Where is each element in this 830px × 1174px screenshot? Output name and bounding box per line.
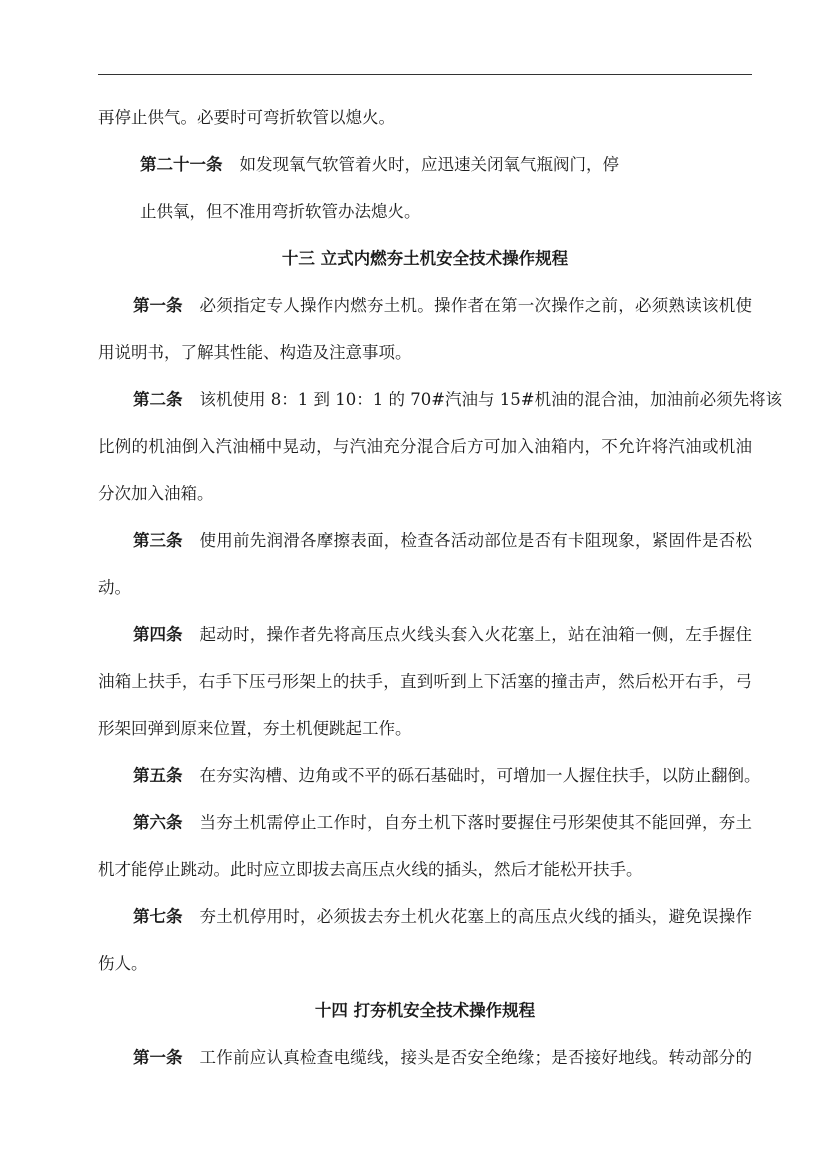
line-text: 比例的机油倒入汽油桶中晃动，与汽油充分混合后方可加入油箱内，不允许将汽油或机油 [98, 437, 752, 456]
line-text: 起动时，操作者先将高压点火线头套入火花塞上，站在油箱一侧，左手握住 [199, 625, 752, 644]
line-text: 工作前应认真检查电缆线，接头是否安全绝缘；是否接好地线。转动部分的 [199, 1048, 752, 1067]
text-line [98, 188, 752, 235]
line-text: 当夯土机需停止工作时，自夯土机下落时要握住弓形架使其不能回弹，夯土 [199, 813, 752, 832]
article-line [98, 752, 761, 799]
line-text: 分次加入油箱。 [98, 484, 214, 503]
article-line [98, 1034, 752, 1081]
line-text: 该机使用 8：1 到 10：1 的 70#汽油与 15#机油的混合油，加油前必须先将该 [199, 390, 783, 409]
document-body [98, 94, 783, 1081]
article-label: 第三条 [133, 531, 183, 550]
line-text: 夯土机停用时，必须拔去夯土机火花塞上的高压点火线的插头，避免误操作 [199, 907, 752, 926]
article-label: 第二十一条 [140, 155, 223, 174]
line-text: 十四 打夯机安全技术操作规程 [314, 1001, 536, 1020]
article-line [98, 141, 752, 188]
article-label: 第四条 [133, 625, 183, 644]
section-heading [98, 987, 752, 1034]
article-line [98, 893, 752, 940]
text-line [98, 846, 752, 893]
text-line [98, 564, 752, 611]
line-text: 如发现氧气软管着火时，应迅速关闭氧气瓶阀门，停 [239, 155, 619, 174]
text-line [98, 940, 752, 987]
line-text: 伤人。 [98, 954, 148, 973]
section-heading [98, 235, 752, 282]
text-line [98, 329, 752, 376]
text-line [98, 470, 752, 517]
text-line [98, 94, 752, 141]
article-line [98, 282, 752, 329]
text-line [98, 658, 752, 705]
article-line [98, 611, 752, 658]
line-text: 十三 立式内燃夯土机安全技术操作规程 [281, 249, 569, 268]
article-line [98, 799, 752, 846]
article-line [98, 517, 752, 564]
line-text: 用说明书，了解其性能、构造及注意事项。 [98, 343, 412, 362]
line-text: 止供氧，但不准用弯折软管办法熄火。 [140, 202, 421, 221]
article-label: 第七条 [133, 907, 183, 926]
line-text: 必须指定专人操作内燃夯土机。操作者在第一次操作之前，必须熟读该机使 [199, 296, 752, 315]
text-line [98, 423, 752, 470]
line-text: 形架回弹到原来位置，夯土机便跳起工作。 [98, 719, 412, 738]
text-line [98, 705, 752, 752]
article-label: 第二条 [133, 390, 183, 409]
article-label: 第一条 [133, 296, 183, 315]
line-text: 使用前先润滑各摩擦表面，检查各活动部位是否有卡阻现象，紧固件是否松 [199, 531, 752, 550]
header-rule [98, 74, 752, 75]
line-text: 再停止供气。必要时可弯折软管以熄火。 [98, 108, 395, 127]
line-text: 油箱上扶手，右手下压弓形架上的扶手，直到听到上下活塞的撞击声，然后松开右手，弓 [98, 672, 752, 691]
line-text: 在夯实沟槽、边角或不平的砾石基础时，可增加一人握住扶手，以防止翻倒。 [199, 766, 761, 785]
article-label: 第六条 [133, 813, 183, 832]
line-text: 动。 [98, 578, 131, 597]
article-label: 第一条 [133, 1048, 183, 1067]
article-line [98, 376, 783, 423]
line-text: 机才能停止跳动。此时应立即拔去高压点火线的插头，然后才能松开扶手。 [98, 860, 643, 879]
article-label: 第五条 [133, 766, 183, 785]
